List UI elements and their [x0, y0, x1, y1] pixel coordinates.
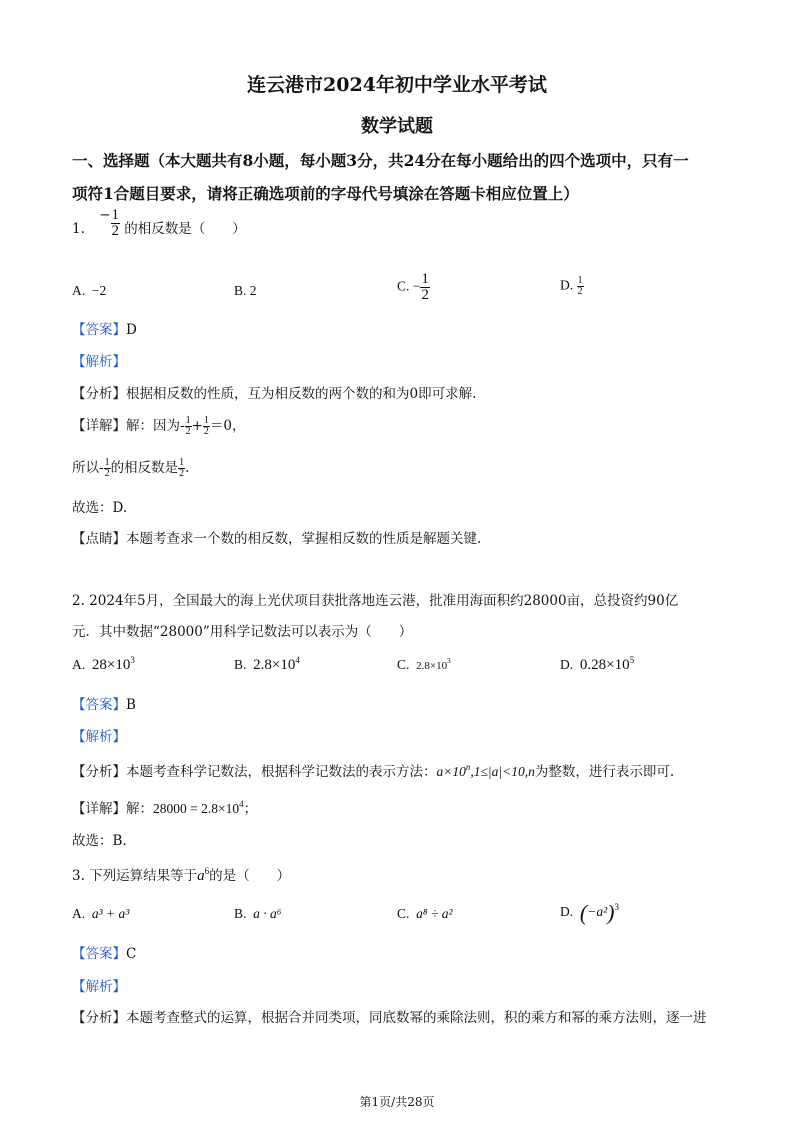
choose-line: 故选：D. [72, 500, 128, 516]
option-d: D. $\frac{1}{2}$ [560, 275, 583, 297]
question-1-stem [72, 207, 246, 245]
exam-subtitle: 数学试题 [361, 116, 433, 137]
exam-title: 连云港市2024年初中学业水平考试 [247, 74, 547, 96]
answer-line: 【答案】C [72, 946, 137, 962]
option-a: A. a³ + a³ [72, 906, 130, 921]
page-number: 第1页/共28页 [359, 1095, 435, 1109]
section-heading-line1: 一、选择题（本大题共有8小题，每小题3分，共24分在每小题给出的四个选项中，只有一 [72, 151, 689, 170]
option-b: B. 2 [234, 283, 257, 298]
detail-line: 【详解】解：因为- $\frac{1}{2}$ + $\frac{1}{2}$ ＝0， [72, 415, 246, 437]
analysis-label: 【解析】 [72, 354, 126, 370]
answer-line: 【答案】D [72, 322, 137, 338]
option-a: A. −2 [72, 283, 107, 298]
fraction-half: $\frac{1}{2}$ [421, 271, 429, 303]
question-number: 1. [72, 221, 85, 237]
question-3-stem: 3. 下列运算结果等于$a^6$的是（ ） [72, 866, 291, 884]
fenxi-line: 【分析】本题考查科学记数法，根据科学记数法的表示方法：$a\times 10^n,1\le|a|<10,n$为整数，进行表示即可. [72, 762, 675, 780]
analysis-label: 【解析】 [72, 979, 126, 995]
option-b: B. $2.8\times 10^4$ [234, 655, 300, 673]
analysis-label: 【解析】 [72, 729, 126, 745]
option-c: C. − $\frac{1}{2}$ [397, 271, 429, 303]
dianjing-line: 【点睛】本题考查求一个数的相反数，掌握相反数的性质是解题关键. [72, 531, 482, 547]
fraction-half: $\frac{1}{2}$ [577, 275, 583, 297]
neg-sign: − [99, 207, 111, 223]
detail-line: 【详解】解：$28000 = 2.8\times 10^4$； [72, 799, 258, 817]
fraction-half: $\frac{1}{2}$ [111, 207, 119, 239]
option-b: B. a · a⁶ [234, 906, 282, 921]
fenxi-line: 【分析】本题考查整式的运算，根据合并同类项，同底数幂的乘除法则，积的乘方和幂的乘方法则，逐一进 [72, 1010, 707, 1026]
option-c: C. a⁸ ÷ a² [397, 906, 453, 921]
section-heading-line2: 项符1合题目要求，请将正确选项前的字母代号填涂在答题卡相应位置上） [72, 184, 579, 203]
conclusion-line: 所以- $\frac{1}{2}$ 的相反数是 $\frac{1}{2}$ . [72, 457, 190, 479]
fenxi-line: 【分析】根据相反数的性质，互为相反数的两个数的和为0即可求解. [72, 386, 477, 402]
answer-line: 【答案】B [72, 697, 136, 713]
option-c: C. $2.8\times 10^3$ [397, 657, 451, 672]
question-2-line2: 元．其中数据“28000”用科学记数法可以表示为（ ） [72, 624, 413, 640]
option-d: D. $(-a^2)^3$ [560, 900, 619, 925]
option-d: D. $0.28\times 10^5$ [560, 655, 635, 673]
question-2-line1: 2. 2024年5月，全国最大的海上光伏项目获批落地连云港，批准用海面积约28000亩，总投资约90亿 [72, 593, 679, 609]
option-a: A. $28\times 10^3$ [72, 655, 135, 673]
question-text: 的相反数是（ ） [124, 221, 246, 237]
choose-line: 故选：B. [72, 833, 127, 849]
